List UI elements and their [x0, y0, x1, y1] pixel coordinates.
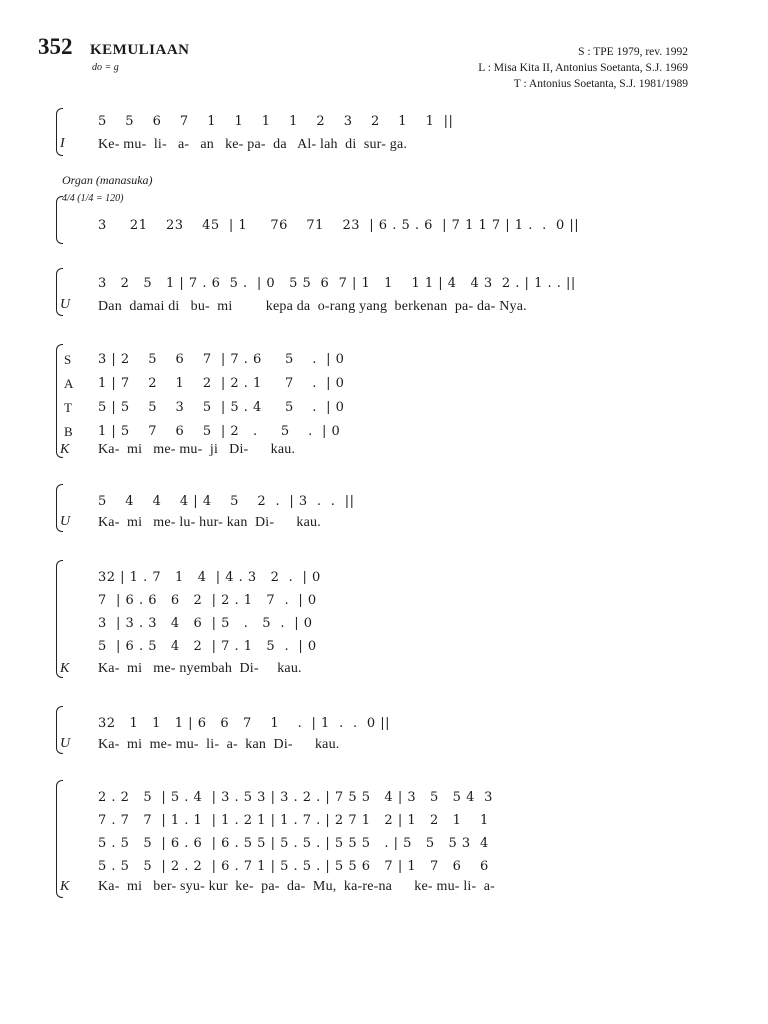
- part-label: T: [64, 400, 72, 415]
- voice-label: U: [60, 736, 71, 751]
- voice-label: U: [60, 297, 71, 312]
- system-bracket: [56, 196, 63, 244]
- notation-line: 32 1 1 1 | 6 6 7 1 . | 1 . . 0 ||: [98, 716, 391, 731]
- music-system: [0, 484, 768, 534]
- hymn-number: 352: [38, 34, 73, 59]
- notation-line: 7 | 6 . 6 6 2 | 2 . 1 7 . | 0: [98, 593, 317, 608]
- voice-label: K: [60, 879, 70, 894]
- voice-label: K: [60, 661, 70, 676]
- lyrics-line: Ke- mu- li- a- an ke- pa- da Al- lah di sur- ga.: [98, 137, 408, 152]
- notation-line: 1 | 7 2 1 2 | 2 . 1 7 . | 0: [98, 376, 345, 391]
- key-signature: do = g: [92, 62, 119, 73]
- music-system: [0, 706, 768, 756]
- voice-label: I: [60, 136, 65, 151]
- notation-line: 3 | 3 . 3 4 6 | 5 . 5 . | 0: [98, 616, 313, 631]
- notation-line: 5 . 5 5 | 2 . 2 | 6 . 7 1 | 5 . 5 . | 5 5 6 7 | 1 7 6 6: [98, 859, 489, 874]
- credit-line: L : Misa Kita II, Antonius Soetanta, S.J. 1969: [478, 62, 688, 74]
- lyrics-line: Ka- mi me- mu- li- a- kan Di- kau.: [98, 737, 340, 752]
- notation-line: 5 | 5 5 3 5 | 5 . 4 5 . | 0: [98, 400, 345, 415]
- tempo-marking: 4/4 (1/4 = 120): [62, 193, 124, 204]
- notation-line: 3 2 5 1 | 7 . 6 5 . | 0 5 5 6 7 | 1 1 1 1 | 4 4 3 2 . | 1 . . ||: [98, 276, 576, 291]
- notation-line: 3 21 23 45 | 1 76 71 23 | 6 . 5 . 6 | 7 1 1 7 | 1 . . 0 ||: [98, 218, 580, 233]
- credits: [478, 44, 688, 92]
- part-label: S: [64, 352, 72, 367]
- credit-line: T : Antonius Soetanta, S.J. 1981/1989: [513, 78, 688, 90]
- notation-line: 32 | 1 . 7 1 4 | 4 . 3 2 . | 0: [98, 570, 321, 585]
- notation-line: 7 . 7 7 | 1 . 1 | 1 . 2 1 | 1 . 7 . | 2 7 1 2 | 1 2 1 1: [98, 813, 489, 828]
- voice-label: U: [60, 514, 71, 529]
- notation-line: 3 | 2 5 6 7 | 7 . 6 5 . | 0: [98, 352, 345, 367]
- lyrics-line: Dan damai di bu- mi kepa da o-rang yang berkenan pa- da- Nya.: [98, 299, 527, 314]
- lyrics-line: Ka- mi me- mu- ji Di- kau.: [98, 442, 296, 457]
- system-bracket: [56, 344, 63, 458]
- notation-line: 1 | 5 7 6 5 | 2 . 5 . | 0: [98, 424, 341, 439]
- lyrics-line: Ka- mi me- nyembah Di- kau.: [98, 661, 302, 676]
- music-system: [0, 108, 768, 158]
- voice-label: K: [60, 442, 70, 457]
- music-system: [0, 268, 768, 318]
- notation-line: 5 4 4 4 | 4 5 2 . | 3 . . ||: [98, 494, 355, 509]
- hymn-title: KEMULIAAN: [90, 42, 190, 58]
- notation-line: 5 . 5 5 | 6 . 6 | 6 . 5 5 | 5 . 5 . | 5 5 5 . | 5 5 5 3 4: [98, 836, 489, 851]
- part-label: B: [64, 424, 73, 439]
- music-system: [0, 560, 768, 680]
- lyrics-line: Ka- mi me- lu- hur- kan Di- kau.: [98, 515, 321, 530]
- music-system: [0, 344, 768, 460]
- credit-line: S : TPE 1979, rev. 1992: [578, 46, 688, 58]
- music-system: [0, 780, 768, 900]
- music-system: [0, 196, 768, 246]
- notation-line: 5 | 6 . 5 4 2 | 7 . 1 5 . | 0: [98, 639, 317, 654]
- lyrics-line: Ka- mi ber- syu- kur ke- pa- da- Mu, ka-re-na ke- mu- li- a-: [98, 879, 496, 894]
- notation-line: 5 5 6 7 1 1 1 1 2 3 2 1 1 ||: [98, 114, 454, 129]
- organ-label: Organ (manasuka): [62, 173, 153, 187]
- notation-line: 2 . 2 5 | 5 . 4 | 3 . 5 3 | 3 . 2 . | 7 5 5 4 | 3 5 5 4 3: [98, 790, 493, 805]
- part-label: A: [64, 376, 74, 391]
